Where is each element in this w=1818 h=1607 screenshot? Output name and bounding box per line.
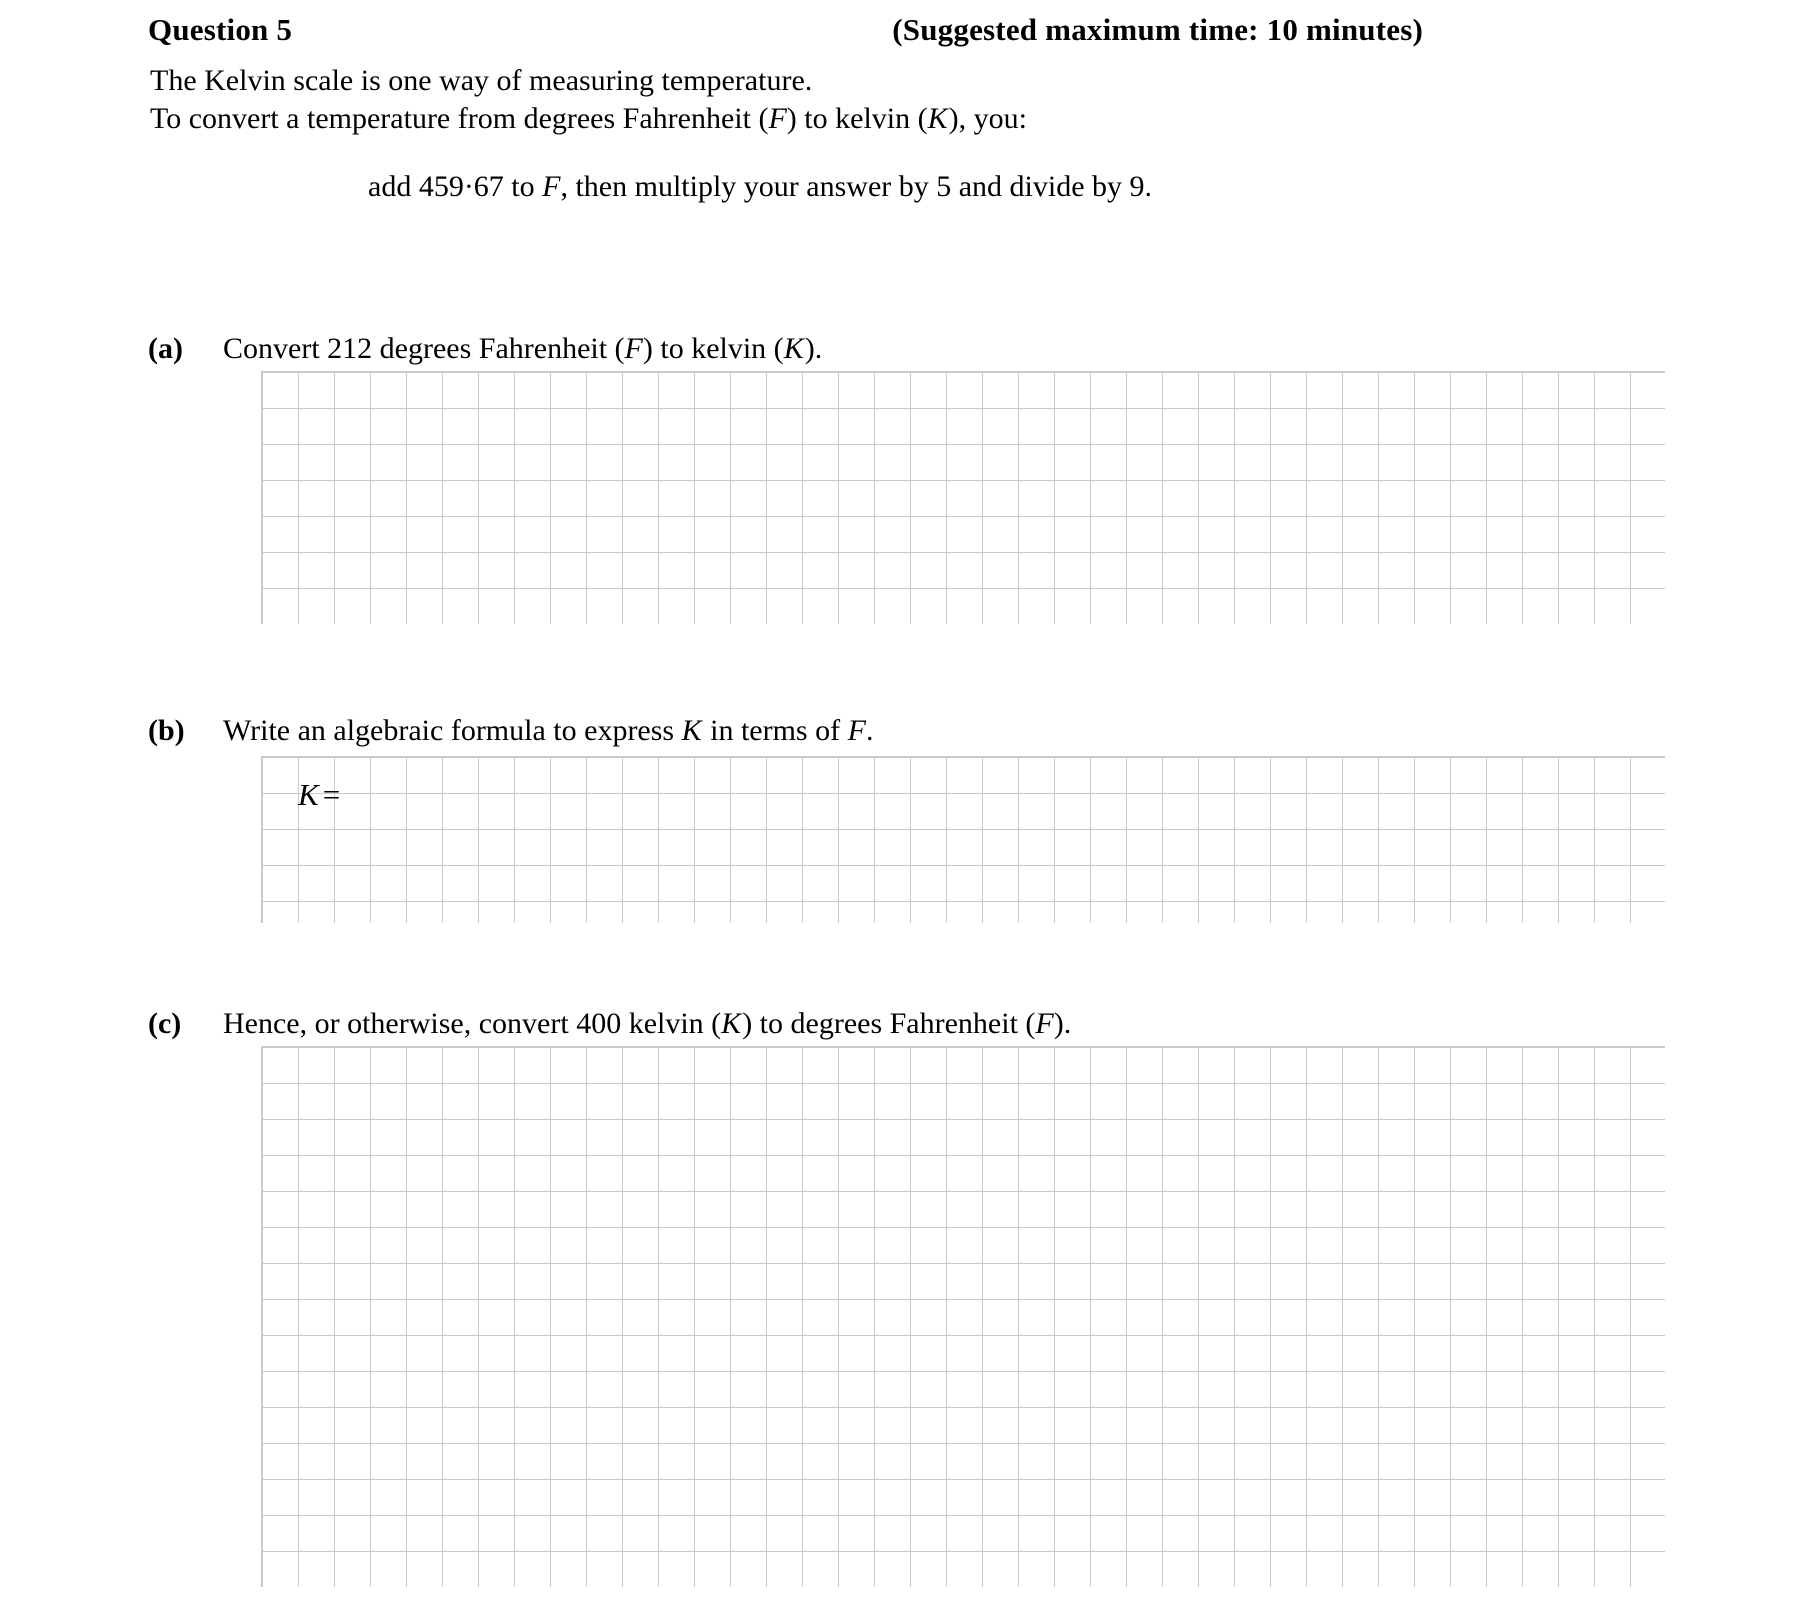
part-a-text-a: Convert 212 degrees Fahrenheit ( [223,332,625,365]
part-b-text-a: Write an algebraic formula to express [223,714,682,747]
var-fahrenheit: F [624,332,643,365]
intro-line-2-part-b: ) to kelvin ( [786,102,928,135]
part-c-text [223,1007,1071,1041]
page-header [148,12,1423,48]
var-kelvin: K [298,777,319,812]
answer-grid-b[interactable] [261,756,1665,923]
suggested-time: (Suggested maximum time: 10 minutes) [892,12,1423,47]
var-fahrenheit: F [768,102,787,135]
part-c-text-a: Hence, or otherwise, convert 400 kelvin ( [223,1007,722,1040]
equals-sign: = [322,777,341,812]
question-title: Question 5 [148,12,293,47]
intro-text [150,62,1027,138]
part-a-text-c: ). [804,332,823,365]
rule-part-b: , then multiply your answer by 5 and divide by 9. [560,170,1153,203]
var-fahrenheit: F [1035,1007,1054,1040]
answer-grid-a[interactable] [261,371,1665,624]
part-a-label: (a) [148,332,183,365]
part-c-text-c: ). [1053,1007,1072,1040]
var-kelvin: K [681,714,702,747]
part-c-text-b: ) to degrees Fahrenheit ( [742,1007,1036,1040]
var-kelvin: K [721,1007,742,1040]
answer-grid-c[interactable] [261,1046,1665,1587]
part-a-text-b: ) to kelvin ( [642,332,784,365]
answer-prefix-k-equals [298,777,340,813]
var-kelvin: K [927,102,948,135]
intro-line-1: The Kelvin scale is one way of measuring temperature. [150,64,813,97]
part-c-label: (c) [148,1007,182,1040]
part-b-text-c: . [865,714,874,747]
intro-line-2 [150,100,1027,138]
intro-line-2-part-c: ), you: [948,102,1027,135]
var-fahrenheit: F [542,170,561,203]
conversion-rule [368,170,1152,204]
rule-part-a: add 459·67 to [368,170,543,203]
intro-line-2-part-a: To convert a temperature from degrees Fahrenheit ( [150,102,769,135]
part-b-text-b: in terms of [702,714,848,747]
var-kelvin: K [783,332,804,365]
var-fahrenheit: F [847,714,866,747]
part-b-text [223,714,873,748]
part-a-text [223,332,822,366]
part-b-label: (b) [148,714,185,747]
